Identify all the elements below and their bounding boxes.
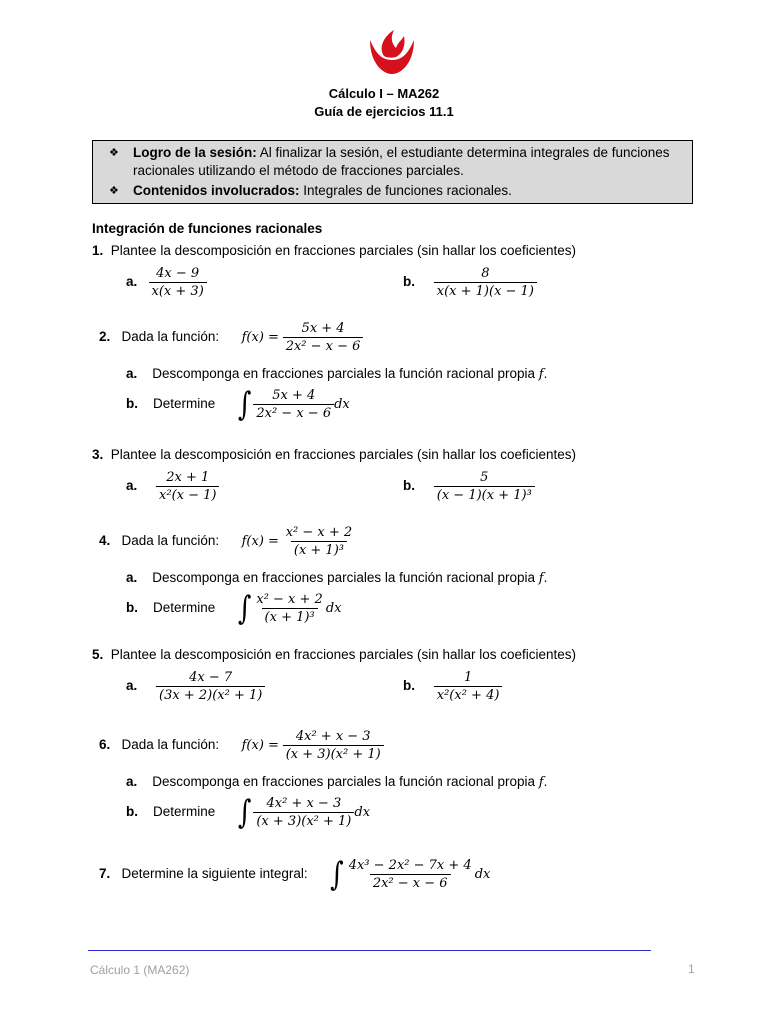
numerator: 1 [463,670,473,685]
upc-logo [364,26,420,78]
item-label: b. [403,274,415,290]
integral-icon: ∫ [237,793,252,832]
item-label: b. [403,478,415,494]
exercise-5a [126,670,265,703]
exercise-number: 4. [99,533,111,549]
exercise-text: Dada la función: [121,737,220,753]
item-label: a. [126,570,138,585]
exercise-number: 7. [99,866,111,882]
fraction [434,266,537,299]
differential: dx [334,397,350,413]
contenidos-row [109,182,684,200]
differential: dx [325,601,342,617]
item-label: a. [126,366,138,381]
exercise-number: 3. [92,447,104,462]
fraction [253,796,354,829]
item-label: b. [403,678,415,694]
numerator: 5x + 4 [272,388,316,403]
denominator: (x + 3)(x² + 1) [283,745,384,762]
section-title: Integración de funciones racionales [92,221,323,236]
exercise-4b [126,589,342,628]
item-text: Determine [153,600,216,616]
exercise-number: 2. [99,329,111,345]
diamond-bullet-icon: ❖ [109,147,119,159]
numerator: x² − x + 2 [285,525,353,540]
exercise-5-statement [92,647,576,662]
fraction [434,470,535,503]
numerator: 2x + 1 [166,470,210,485]
objectives-box [92,140,693,204]
item-label: a. [126,478,138,494]
exercise-text: Dada la función: [121,533,220,549]
denominator: (x + 1)³ [291,541,347,558]
numerator: 4x² + x − 3 [266,796,342,811]
differential: dx [474,867,491,883]
function-lhs: f(x) = [241,330,279,346]
guide-title: Guía de ejercicios 11.1 [314,104,454,119]
item-label: a. [126,274,138,290]
item-label: b. [126,396,138,412]
integral-icon: ∫ [237,385,252,424]
exercise-text: Plantee la descomposición en fracciones parciales (sin hallar los coeficientes) [110,447,577,462]
denominator: (x + 3)(x² + 1) [253,812,354,829]
fraction [253,592,325,625]
course-title: Cálculo I – MA262 [328,86,440,101]
exercise-number: 5. [92,647,104,662]
differential: dx [354,805,371,821]
logro-text: Al finalizar la sesión, el estudiante determina integrales de funciones racionales utilizando el método de fracciones parciales. [133,145,670,178]
exercise-2-statement [99,321,363,354]
integral-icon: ∫ [237,589,252,628]
item-text: Determine [153,804,216,820]
item-label: a. [126,774,138,789]
page-number: 1 [688,962,695,976]
exercise-7-statement [99,855,491,894]
exercise-4a: a. Descomponga en fracciones parciales la función racional propia f. [126,570,548,586]
contenidos-text: Integrales de funciones racionales. [299,183,512,198]
exercise-6a: a. Descomponga en fracciones parciales la función racional propia f. [126,774,548,790]
exercise-text: Plantee la descomposición en fracciones parciales (sin hallar los coeficientes) [110,647,577,662]
fraction [283,321,364,354]
item-label: b. [126,600,138,616]
denominator: x(x + 3) [149,282,207,299]
item-text: Descomponga en fracciones parciales la función racional propia [152,366,536,381]
item-text: Determine [153,396,216,412]
function-lhs: f(x) = [241,738,279,754]
denominator: 2x² − x − 6 [253,404,334,421]
footer-divider [88,950,651,951]
numerator: 4x − 7 [189,670,233,685]
exercise-6b [126,793,371,832]
numerator: 5x + 4 [301,321,345,336]
denominator: x(x + 1)(x − 1) [434,282,537,299]
function-lhs: f(x) = [241,534,279,550]
footer-course: Cálculo 1 (MA262) [90,963,190,977]
exercise-4-statement [99,525,355,558]
item-label: b. [126,804,138,820]
exercise-2a: a. Descomponga en fracciones parciales la función racional propia f. [126,366,548,382]
exercise-1-statement [92,243,576,258]
function-symbol: f [538,775,544,790]
diamond-bullet-icon: ❖ [109,185,119,197]
fraction [156,670,265,703]
denominator: (3x + 2)(x² + 1) [156,686,265,703]
exercise-3-statement [92,447,576,462]
fraction [156,470,219,503]
fraction [149,266,207,299]
exercise-text: Dada la función: [121,329,220,345]
logro-row [109,144,684,180]
item-text: Descomponga en fracciones parciales la función racional propia [152,570,536,585]
item-text: Descomponga en fracciones parciales la función racional propia [152,774,536,789]
exercise-6-statement [99,729,384,762]
numerator: 8 [481,266,490,281]
logro-label: Logro de la sesión: [133,145,257,160]
numerator: 4x² + x − 3 [295,729,371,744]
exercise-number: 6. [99,737,111,753]
exercise-3a [126,470,219,503]
numerator: 4x − 9 [156,266,200,281]
contenidos-label: Contenidos involucrados: [133,183,300,198]
integral-icon: ∫ [330,855,344,894]
function-symbol: f [538,367,544,382]
function-symbol: f [538,571,544,586]
denominator: 2x² − x − 6 [370,874,451,891]
fraction [346,858,475,891]
item-label: a. [126,678,138,694]
denominator: 2x² − x − 6 [283,337,364,354]
numerator: 4x³ − 2x² − 7x + 4 [348,858,472,873]
exercise-number: 1. [92,243,104,258]
fraction [283,729,384,762]
numerator: 5 [480,470,489,485]
denominator: (x − 1)(x + 1)³ [434,486,535,503]
denominator: x²(x² + 4) [434,686,503,703]
exercise-1b [403,266,537,299]
exercise-1a [126,266,207,299]
denominator: x²(x − 1) [156,486,219,503]
exercise-5b [403,670,502,703]
exercise-text: Plantee la descomposición en fracciones parciales (sin hallar los coeficientes) [110,243,577,258]
fraction [434,670,503,703]
exercise-text: Determine la siguiente integral: [121,866,308,882]
fraction [283,525,355,558]
denominator: (x + 1)³ [262,608,318,625]
exercise-3b [403,470,535,503]
exercise-2b [126,385,350,424]
numerator: x² − x + 2 [256,592,323,607]
fraction [253,388,334,421]
